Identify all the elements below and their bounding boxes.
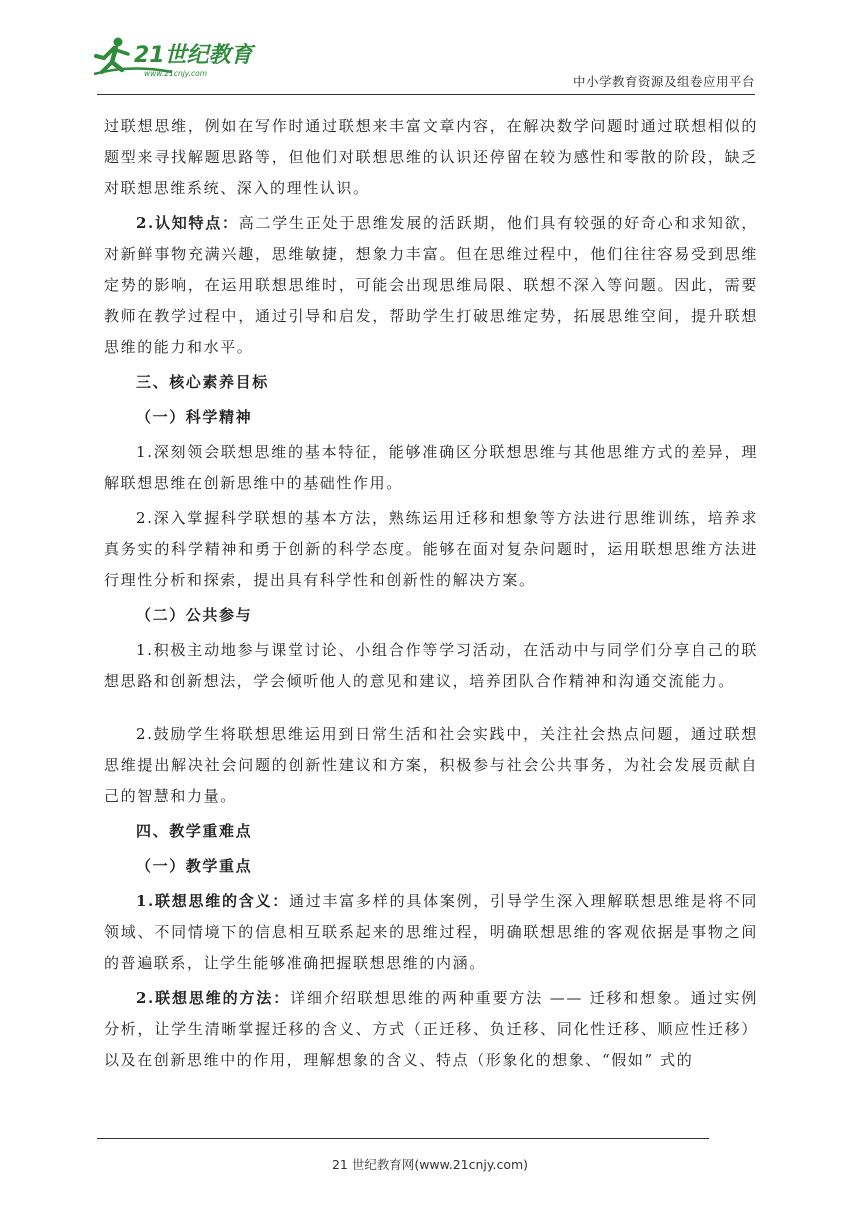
- paragraph-text: 通过丰富多样的具体案例，引导学生深入理解联想思维是将不同领域、不同情境下的信息相互联系起来的思维过程，明确联想思维的客观依据是事物之间的普遍联系，让学生能够准确把握联想思维的内涵。: [104, 892, 758, 972]
- section-heading-3: 三、核心素养目标: [136, 373, 269, 391]
- paragraph-text: 高二学生正处于思维发展的活跃期，他们具有较强的好奇心和求知欲，对新鲜事物充满兴趣，思维敏捷，想象力丰富。但在思维过程中，他们往往容易受到思维定势的影响，在运用联想思维时，可能会出现思维局限、联想不深入等问题。因此，需要教师在教学过程中，通过引导和启发，帮助学生打破思维定势，拓展思维空间，提升联想思维的能力和水平。: [104, 214, 758, 356]
- footer-divider: [97, 1138, 709, 1139]
- header-divider: [97, 94, 755, 95]
- paragraph-definition: [104, 886, 758, 979]
- paragraph: 1.深刻领会联想思维的基本特征，能够准确区分联想思维与其他思维方式的差异，理解联想思维在创新思维中的基础性作用。: [104, 443, 758, 492]
- subsection-heading: （一）教学重点: [136, 857, 253, 875]
- subsection-heading: （二）公共参与: [136, 606, 253, 624]
- platform-name: 中小学教育资源及组卷应用平台: [572, 74, 755, 89]
- subsection-heading: （一）科学精神: [136, 408, 253, 426]
- paragraph-text: 详细介绍联想思维的两种重要方法 —— 迁移和想象。通过实例分析，让学生清晰掌握迁移的含义、方式（正迁移、负迁移、同化性迁移、顺应性迁移）以及在创新思维中的作用，理解想象的含义、特点（形象化的想象、“假如” 式的: [104, 989, 758, 1069]
- footer-link[interactable]: 21 世纪教育网(www.21cnjy.com): [331, 1157, 529, 1172]
- paragraph-lead: 1.联想思维的含义：: [136, 892, 290, 910]
- svg-text:21世纪教育: 21世纪教育: [134, 43, 253, 68]
- svg-text:www.21cnjy.com: www.21cnjy.com: [144, 69, 208, 78]
- paragraph: 2.深入掌握科学联想的基本方法，熟练运用迁移和想象等方法进行思维训练，培养求真务实的科学精神和勇于创新的科学态度。能够在面对复杂问题时，运用联想思维方法进行理性分析和探索，提出具有科学性和创新性的解决方案。: [104, 509, 758, 589]
- document-body: [104, 111, 758, 1080]
- paragraph-continued: 过联想思维，例如在写作时通过联想来丰富文章内容，在解决数学问题时通过联想相似的题型来寻找解题思路等，但他们对联想思维的认识还停留在较为感性和零散的阶段，缺乏对联想思维系统、深入的理性认识。: [104, 117, 758, 197]
- runner-logo-icon: [92, 34, 262, 80]
- paragraph: 2.鼓励学生将联想思维运用到日常生活和社会实践中，关注社会热点问题，通过联想思维提出解决社会问题的创新性建议和方案，积极参与社会公共事务，为社会发展贡献自己的智慧和力量。: [104, 725, 758, 805]
- paragraph-methods: [104, 983, 758, 1076]
- paragraph-lead: 2.联想思维的方法：: [136, 989, 291, 1007]
- section-heading-4: 四、教学重难点: [136, 822, 253, 840]
- paragraph-cognitive-traits: [104, 208, 758, 363]
- paragraph: 1.积极主动地参与课堂讨论、小组合作等学习活动，在活动中与同学们分享自己的联想思路和创新想法，学会倾听他人的意见和建议，培养团队合作精神和沟通交流能力。: [104, 641, 758, 690]
- paragraph-lead: 2.认知特点：: [136, 214, 239, 232]
- site-logo[interactable]: [92, 34, 262, 80]
- page-header: [0, 0, 860, 100]
